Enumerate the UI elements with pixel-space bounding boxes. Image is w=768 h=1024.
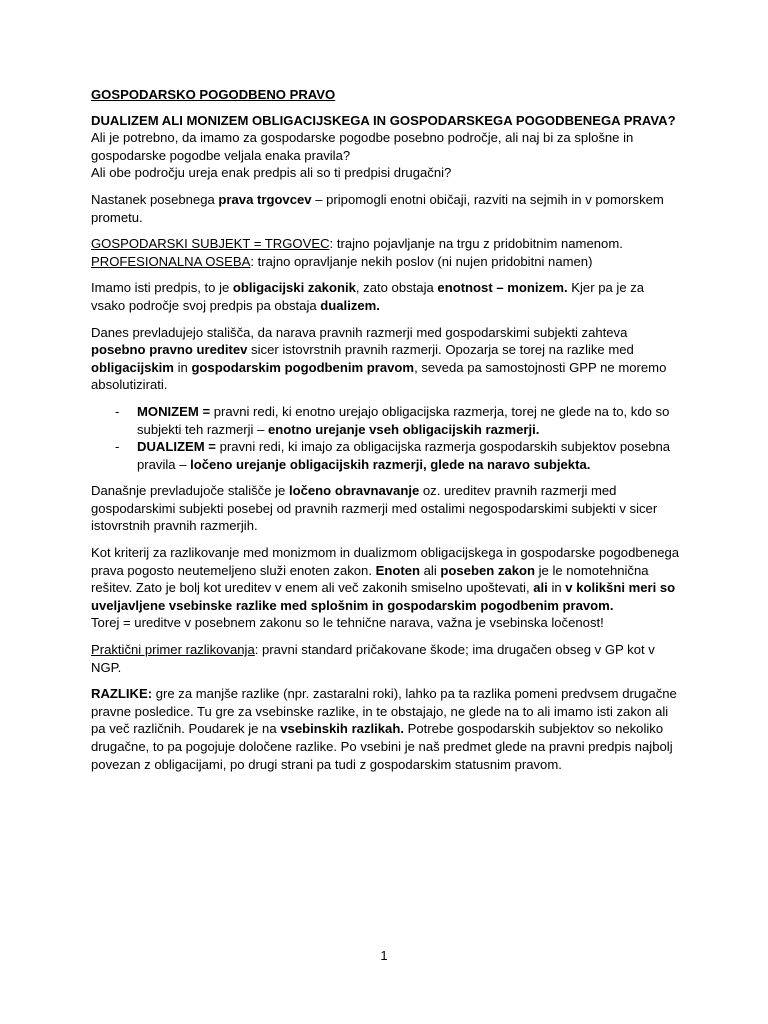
document-title: GOSPODARSKO POGODBENO PRAVO [91,87,336,102]
paragraph-razlike: RAZLIKE: gre za manjše razlike (npr. zastaralni roki), lahko pa ta razlika pomeni predvsem drugačne pravne posledice. Tu gre za vsebinske razlike, in te obstajajo, ne glede na to ali imamo isti zakon ali pa več različnih. Poudarek je na vsebinskih razlikah. Potrebe gospodarskih subjektov so nekoliko drugačne, to pa pogojuje določene razlike. Po vsebini je naš predmet glede na pravni predpis najbolj povezan z obligacijami, po drugi strani pa tudi z gospodarskim statusnim pravom. [91,686,677,772]
definition-list [91,403,681,473]
page-number: 1 [380,948,388,963]
paragraph-obligacijski-zakonik: Imamo isti predpis, to je obligacijski zakonik, zato obstaja enotnost – monizem. Kjer pa je za vsako področje svoj predpis pa obstaja dualizem. [91,280,645,313]
document-body [91,86,681,782]
paragraph-kriterij: Kot kriterij za razlikovanje med monizmom in dualizmom obligacijskega in gospodarske pogodbenega prava pogosto neutemeljeno služi enoten zakon. Enoten ali poseben zakon je le nomotehnična rešitev. Zato je bolj kot ureditev v enem ali več zakonih smiselno upoštevati, ali in v kolikšni meri so uveljavljene vsebinske razlike med splošnim in gospodarskim pogodbenim pravom. Torej = ureditve v posebnem zakonu so le tehnične narava, važna je vsebinska ločenost! [91,545,680,631]
paragraph-dualizem-monizem [91,112,681,182]
paragraph-danes-prevladujejo: Danes prevladujejo stališča, da narava pravnih razmerji med gospodarskimi subjekti zahteva posebno pravno ureditev sicer istovrstnih pravnih razmerji. Opozarja se torej na razlike med obligacijskim in gospodarskim pogodbenim pravom, seveda pa samostojnosti GPP ne moremo absolutizirati. [91,324,667,393]
question-line: Ali obe področju ureja enak predpis ali so ti predpisi drugačni? [91,165,452,181]
list-item-dualizem: - DUALIZEM = pravni redi, ki imajo za obligacijska razmerja gospodarskih subjektov posebna pravila – ločeno urejanje obligacijskih razmerji, glede na naravo subjekta. [137,438,681,473]
paragraph-prakticni-primer: Praktični primer razlikovanja: pravni standard pričakovane škode; ima drugačen obseg v GP kot v NGP. [91,642,655,675]
term-gospodarski-subjekt: GOSPODARSKI SUBJEKT = TRGOVEC [91,236,330,252]
question-line: Ali je potrebno, da imamo za gospodarske pogodbe posebno področje, ali naj bi za splošne in gospodarske pogodbe veljala enaka pravila? [91,130,634,163]
paragraph-danasnje-stalisce: Današnje prevladujoče stališče je ločeno obravnavanje oz. ureditev pravnih razmerji med gospodarskimi subjekti posebej od pravnih razmerji med ostalimi negospodarskimi subjekti v sicer istovrstnih pravnih razmerjih. [91,483,658,534]
term-profesionalna-oseba: PROFESIONALNA OSEBA [91,253,251,269]
list-item-monizem: - MONIZEM = pravni redi, ki enotno urejajo obligacijska razmerja, torej ne glede na to, kdo so subjekti teh razmerji – enotno urejanje vseh obligacijskih razmerji. [137,403,681,438]
paragraph-definitions: GOSPODARSKI SUBJEKT = TRGOVEC: trajno pojavljanje na trgu z pridobitnim namenom. PROFESIONALNA OSEBA: trajno opravljanje nekih poslov (ni nujen pridobitni namen) [91,236,623,269]
section-heading: DUALIZEM ALI MONIZEM OBLIGACIJSKEGA IN GOSPODARSKEGA POGODBENEGA PRAVA? [91,112,676,128]
paragraph-prava-trgovcev: Nastanek posebnega prava trgovcev – pripomogli enotni običaji, razviti na sejmih in v pomorskem prometu. [91,191,664,225]
